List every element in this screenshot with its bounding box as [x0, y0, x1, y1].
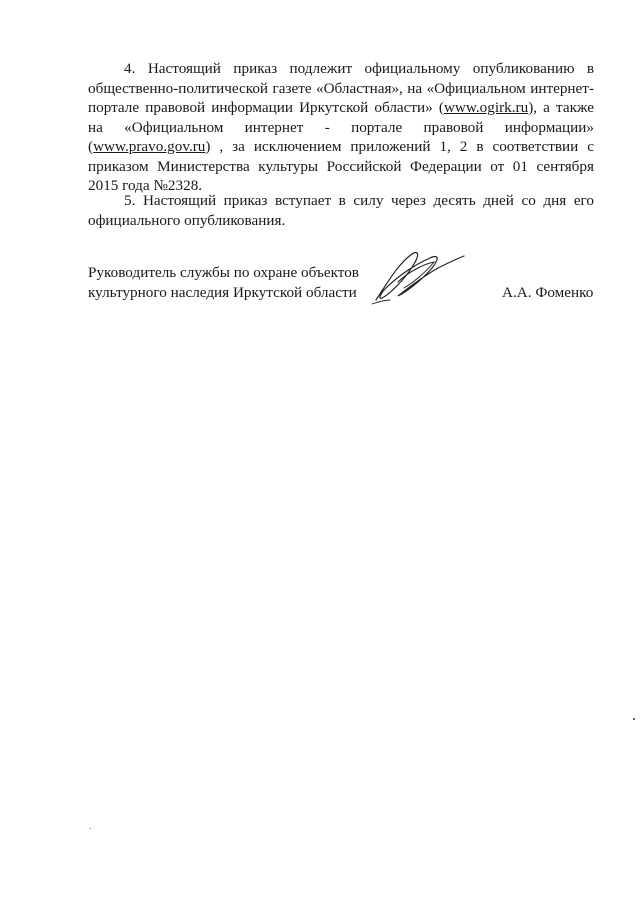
scan-speck — [633, 718, 635, 720]
signatory-position — [88, 263, 368, 303]
paragraph-5-text: Настоящий приказ вступает в силу через десять дней со дня его официального опубликования. — [88, 192, 595, 229]
pravo-link[interactable]: www.pravo.gov.ru — [93, 138, 206, 155]
paragraph-4-text-part3: ) , за исключением приложений 1, 2 в соответствии с приказом Министерства культуры Российской Федерации от 01 сентября 2015 года №2328. — [88, 138, 594, 194]
paragraph-5 — [88, 191, 594, 230]
paragraph-4-number: 4. — [124, 60, 136, 77]
signatory-position-line2: культурного наследия Иркутской области — [88, 284, 357, 301]
signatory-name: А.А. Фоменко — [502, 284, 594, 301]
signatory-position-line1: Руководитель службы по охране объектов — [88, 264, 359, 281]
paragraph-4-text-part1: Настоящий приказ подлежит официальному опубликованию в общественно-политической газете «Областная», на «Официальном интернет-портале правовой информации Иркутской области» ( — [88, 60, 594, 116]
handwritten-signature — [368, 242, 468, 312]
paragraph-4 — [88, 59, 594, 196]
ogirk-link[interactable]: www.ogirk.ru — [443, 99, 529, 116]
scan-speck — [90, 828, 91, 829]
paragraph-5-number: 5. — [124, 192, 136, 209]
paragraph-4-text-part2: ), а также на «Официальном интернет - портале правовой информации» ( — [88, 99, 594, 155]
